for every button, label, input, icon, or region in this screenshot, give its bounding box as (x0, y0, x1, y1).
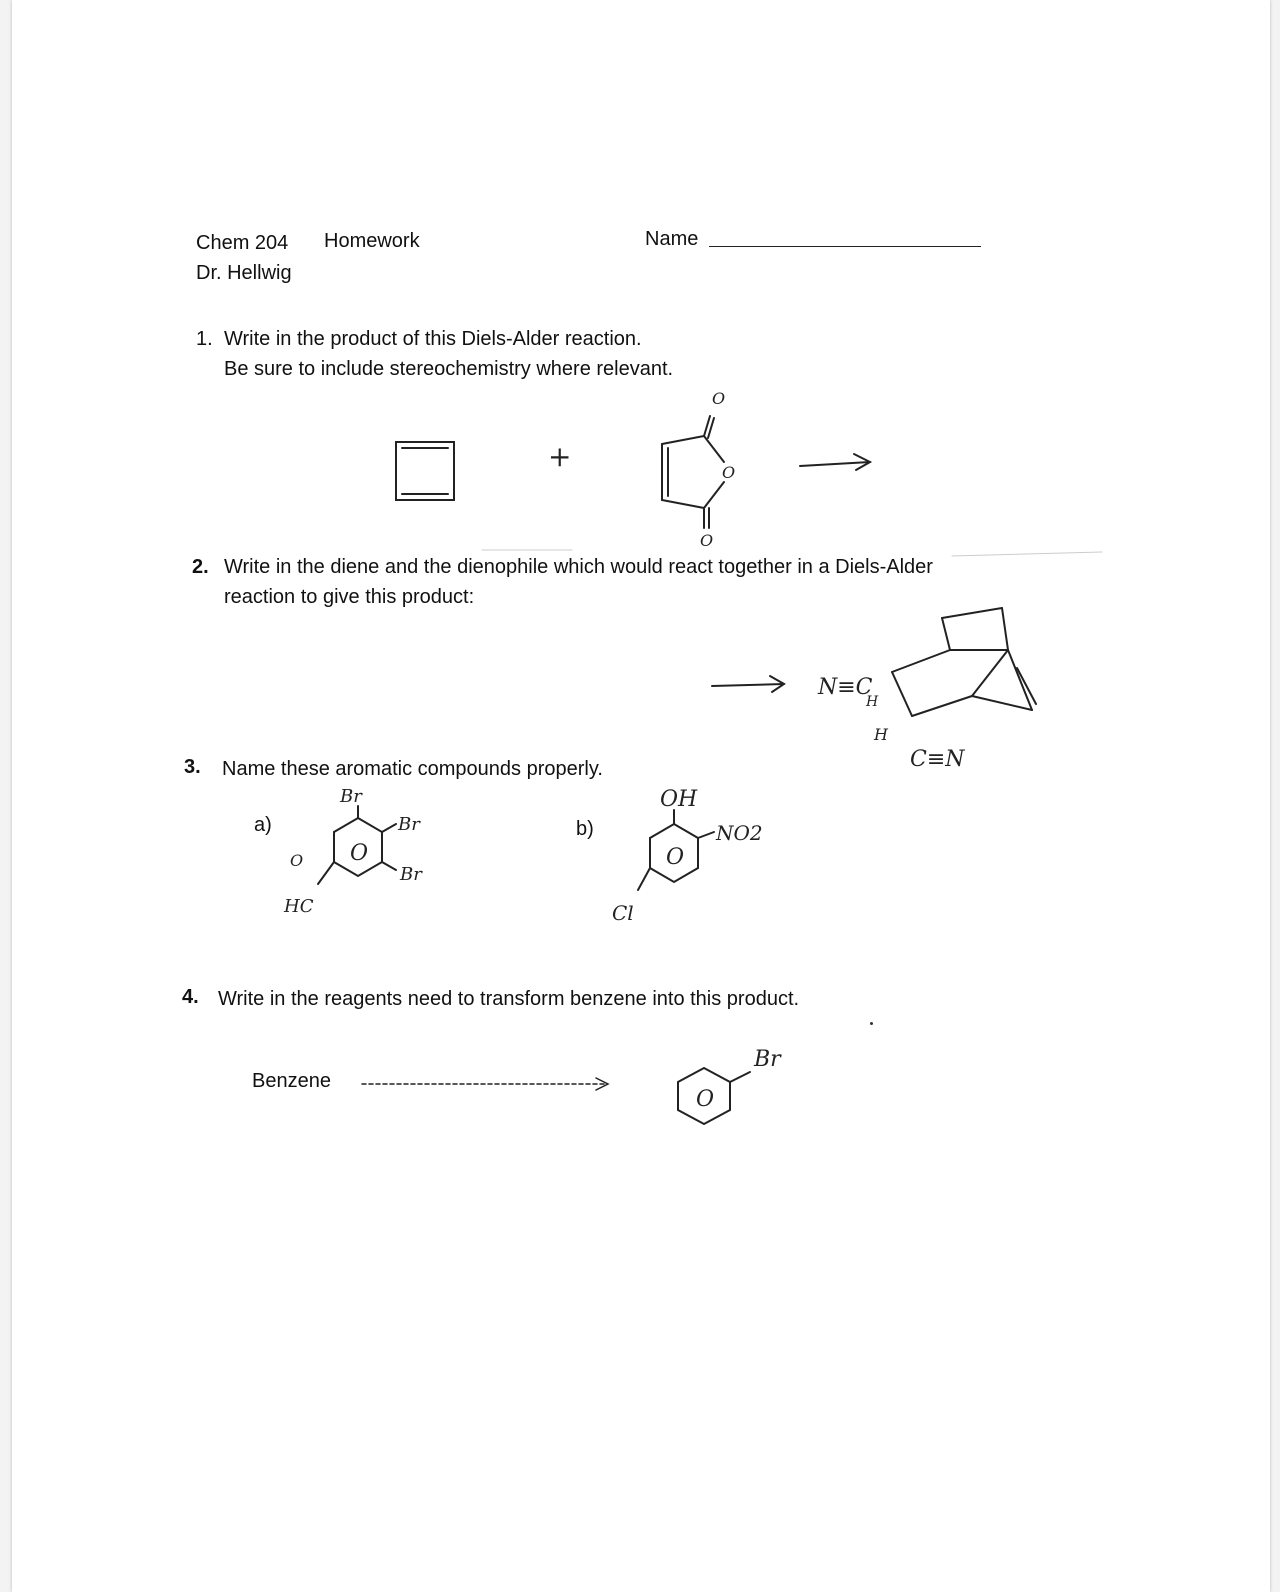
q2-text-line1: Write in the diene and the dienophile which would react together in a Diels-Alder (224, 556, 933, 578)
q1-oxygen-bottom: O (700, 531, 714, 550)
q1-plus-sign: + (548, 440, 572, 473)
q2-reaction-arrow (712, 676, 784, 692)
q4-br: Br (754, 1047, 781, 1072)
q4-reaction-arrow (362, 1078, 608, 1090)
q1-reaction-arrow (800, 454, 870, 470)
q1-text-line2: Be sure to include stereochemistry where relevant. (224, 358, 674, 380)
q3b-ring-circle: O (666, 845, 685, 870)
q3b-no2: NO2 (716, 821, 763, 845)
q2-nitrile-bottom: C≡N (910, 747, 965, 772)
q2-nitrile-top: N≡C (818, 675, 873, 700)
q3a-br-top: Br (340, 786, 362, 807)
q1-oxygen-ring: O (722, 463, 736, 482)
stray-mark (870, 1022, 873, 1025)
q3a-br-lower: Br (400, 864, 422, 885)
q3b-cl: Cl (612, 901, 634, 925)
q3a-label: a) (254, 814, 272, 836)
cyclobutadiene-structure (396, 442, 454, 500)
q4-start-compound: Benzene (252, 1070, 331, 1092)
q3-text: Name these aromatic compounds properly. (222, 758, 603, 780)
q4-ring-circle: O (696, 1087, 715, 1112)
q3-number: 3. (184, 756, 201, 778)
q2-h-bottom: H (874, 725, 888, 744)
q4-number: 4. (182, 986, 199, 1008)
assignment-type: Homework (324, 230, 420, 252)
homework-page (12, 0, 1270, 1592)
q1-oxygen-top: O (712, 389, 726, 408)
course-label: Chem 204 (196, 232, 289, 254)
q1-number: 1. (196, 328, 213, 350)
bicyclic-product-structure (892, 608, 1036, 716)
q3b-oh: OH (660, 787, 698, 812)
q2-number: 2. (192, 556, 209, 578)
handwritten-structures (12, 0, 1270, 1592)
name-label: Name (645, 228, 699, 250)
q3b-label: b) (576, 818, 594, 840)
instructor-name: Dr. Hellwig (196, 262, 292, 284)
q3a-aldehyde-hc: HC (284, 896, 314, 917)
q2-h-top: H (866, 694, 879, 710)
q2-text-line2: reaction to give this product: (224, 586, 475, 608)
q3a-aldehyde-o: O (290, 851, 304, 870)
maleic-anhydride-structure (662, 416, 724, 528)
q4-text: Write in the reagents need to transform benzene into this product. (218, 988, 800, 1010)
q3a-br-right: Br (398, 814, 420, 835)
q3a-ring-circle: O (350, 841, 369, 866)
q1-text-line1: Write in the product of this Diels-Alder reaction. (224, 328, 642, 350)
